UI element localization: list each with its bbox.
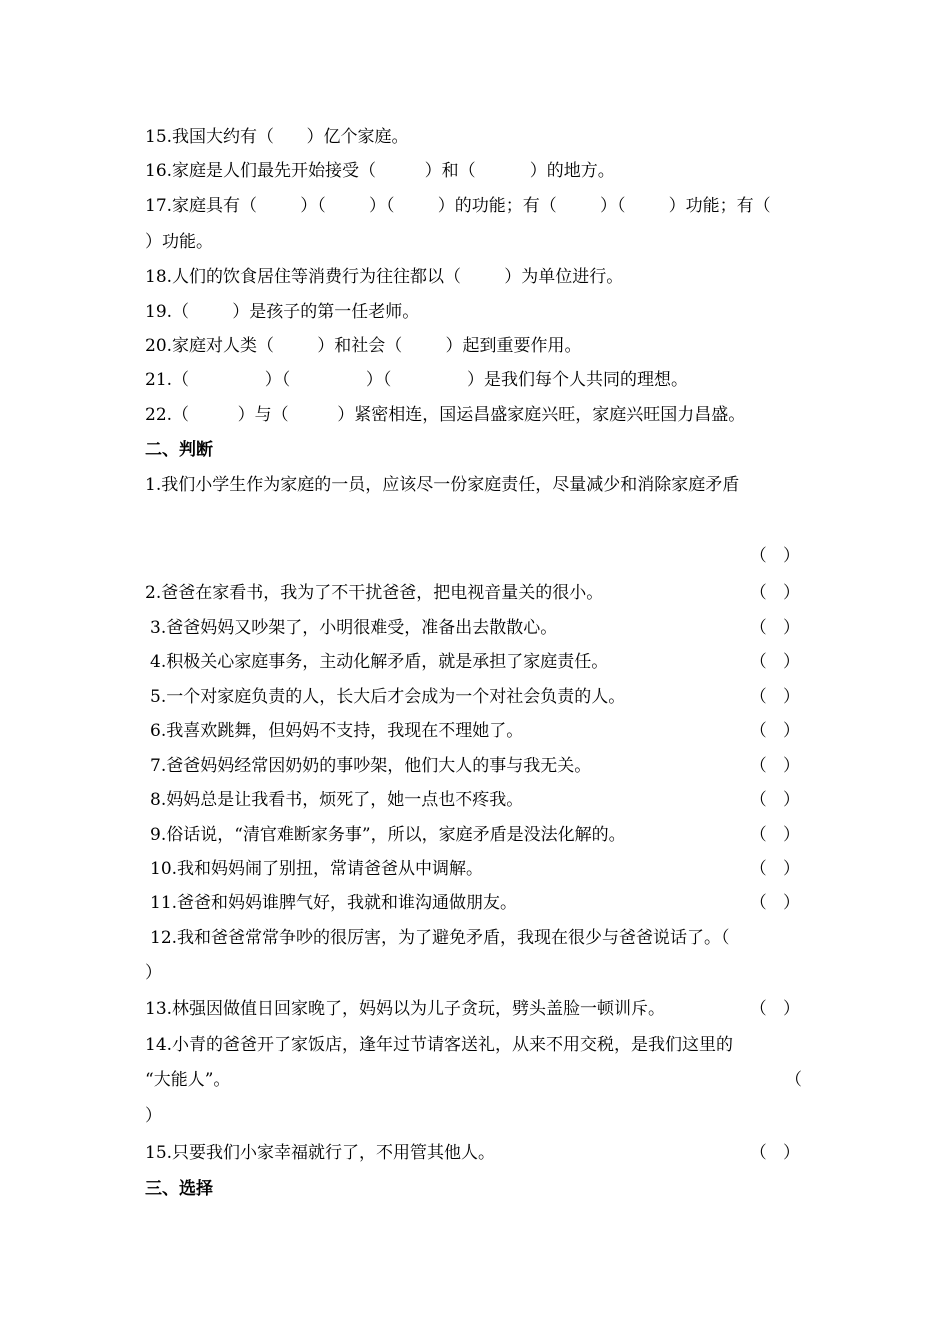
judge-item-5-answer: （ ）	[749, 687, 800, 707]
judge-item-15-answer: （ ）	[749, 1143, 800, 1163]
judge-item-13-answer: （ ）	[749, 999, 800, 1019]
judge-item-7-answer: （ ）	[749, 756, 800, 776]
judge-item-4-answer: （ ）	[749, 652, 800, 672]
fill-blank-q17-continued: ）功能。	[145, 232, 213, 252]
judge-item-15: 15.只要我们小家幸福就行了，不用管其他人。	[145, 1143, 496, 1163]
fill-blank-q22: 22.（ ）与（ ）紧密相连，国运昌盛家庭兴旺，家庭兴旺国力昌盛。	[145, 405, 746, 425]
fill-blank-q16: 16.家庭是人们最先开始接受（ ）和（ ）的地方。	[145, 161, 615, 181]
section-title-judge: 二、判断	[145, 440, 213, 460]
judge-item-7: 7.爸爸妈妈经常因奶奶的事吵架，他们大人的事与我无关。	[150, 756, 592, 776]
judge-item-8-answer: （ ）	[749, 790, 800, 810]
fill-blank-q17: 17.家庭具有（ ）（ ）（ ）的功能；有（ ）（ ）功能；有（	[145, 196, 771, 216]
judge-item-14-line2: “大能人”。	[145, 1070, 231, 1090]
judge-item-12-continued: ）	[145, 963, 162, 983]
judge-item-10: 10.我和妈妈闹了别扭，常请爸爸从中调解。	[150, 859, 484, 879]
judge-item-11: 11.爸爸和妈妈谁脾气好，我就和谁沟通做朋友。	[150, 893, 518, 913]
judge-item-10-answer: （ ）	[749, 859, 800, 879]
judge-item-13: 13.林强因做值日回家晚了，妈妈以为儿子贪玩，劈头盖脸一顿训斥。	[145, 999, 666, 1019]
fill-blank-q15: 15.我国大约有（ ）亿个家庭。	[145, 127, 409, 147]
judge-item-12: 12.我和爸爸常常争吵的很厉害，为了避免矛盾，我现在很少与爸爸说话了。（	[150, 928, 730, 948]
judge-item-1-answer: （ ）	[749, 546, 800, 566]
judge-item-3-answer: （ ）	[749, 618, 800, 638]
judge-item-2: 2.爸爸在家看书，我为了不干扰爸爸，把电视音量关的很小。	[145, 583, 604, 603]
fill-blank-q21: 21.（ ）（ ）（ ）是我们每个人共同的理想。	[145, 370, 688, 390]
judge-item-6: 6.我喜欢跳舞，但妈妈不支持，我现在不理她了。	[150, 721, 524, 741]
judge-item-9-answer: （ ）	[749, 825, 800, 845]
section-title-choice: 三、选择	[145, 1179, 213, 1199]
judge-item-14-continued: ）	[145, 1106, 162, 1126]
judge-item-8: 8.妈妈总是让我看书，烦死了，她一点也不疼我。	[150, 790, 524, 810]
judge-item-6-answer: （ ）	[749, 721, 800, 741]
judge-item-4: 4.积极关心家庭事务，主动化解矛盾，就是承担了家庭责任。	[150, 652, 609, 672]
judge-item-2-answer: （ ）	[749, 583, 800, 603]
fill-blank-q20: 20.家庭对人类（ ）和社会（ ）起到重要作用。	[145, 336, 582, 356]
judge-item-5: 5.一个对家庭负责的人，长大后才会成为一个对社会负责的人。	[150, 687, 626, 707]
judge-item-14: 14.小青的爸爸开了家饭店，逢年过节请客送礼，从来不用交税，是我们这里的	[145, 1035, 734, 1055]
fill-blank-q18: 18.人们的饮食居住等消费行为往往都以（ ）为单位进行。	[145, 267, 624, 287]
fill-blank-q19: 19.（ ）是孩子的第一任老师。	[145, 302, 420, 322]
judge-item-3: 3.爸爸妈妈又吵架了，小明很难受，准备出去散散心。	[150, 618, 558, 638]
judge-item-1: 1.我们小学生作为家庭的一员，应该尽一份家庭责任，尽量减少和消除家庭矛盾	[145, 475, 740, 495]
judge-item-9: 9.俗话说，“清官难断家务事”，所以，家庭矛盾是没法化解的。	[150, 825, 626, 845]
judge-item-11-answer: （ ）	[749, 893, 800, 913]
judge-item-14-answer: （	[785, 1070, 802, 1090]
